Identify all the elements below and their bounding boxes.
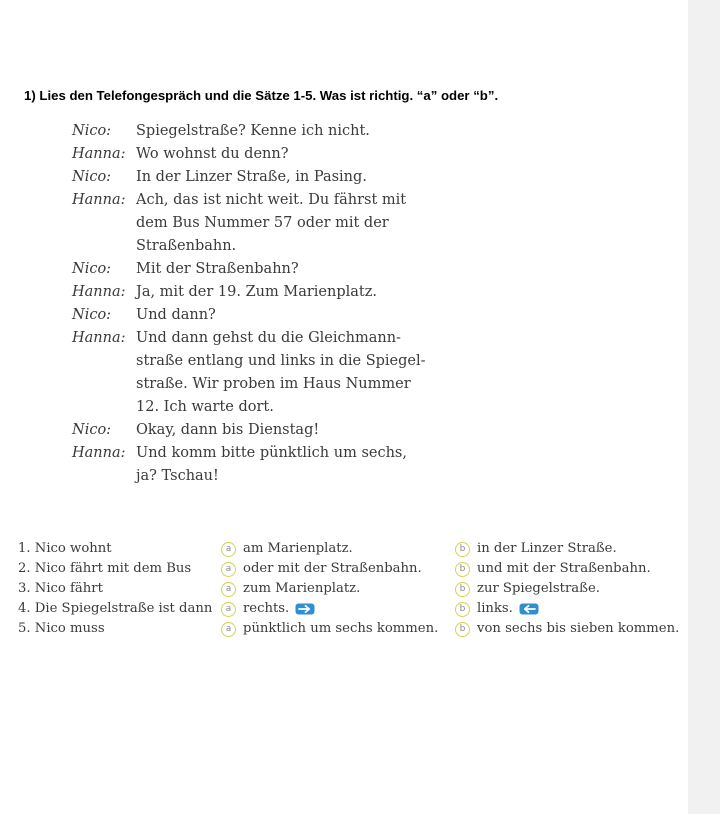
speaker-label: Hanna: <box>72 192 126 208</box>
dialogue-line <box>72 143 492 166</box>
option-a-text: zum Marienplatz. <box>243 581 361 596</box>
speech-text: Und komm bitte pünktlich um sechs, <box>136 445 407 461</box>
statement-row <box>18 619 688 639</box>
speech-text: Und dann gehst du die Gleichmann- <box>136 330 401 346</box>
speech-text: Wo wohnst du denn? <box>136 146 289 162</box>
option-b-text: und mit der Straßenbahn. <box>477 561 651 576</box>
option-b-text: von sechs bis sieben kommen. <box>477 621 680 636</box>
statement-row <box>18 599 688 619</box>
option-b-badge: b <box>455 602 470 617</box>
option-b[interactable] <box>455 579 600 599</box>
statement-row <box>18 579 688 599</box>
option-a-text: am Marienplatz. <box>243 541 353 556</box>
option-a[interactable] <box>221 599 315 619</box>
option-a-badge: a <box>221 622 236 637</box>
speaker-label: Hanna: <box>72 330 126 346</box>
speaker-label: Nico: <box>72 261 112 277</box>
option-a-badge: a <box>221 602 236 617</box>
dialogue-line <box>72 304 492 327</box>
dialogue-line <box>72 120 492 143</box>
statement-text: 2. Nico fährt mit dem Bus <box>18 561 192 576</box>
speech-text: dem Bus Nummer 57 oder mit der <box>136 215 389 231</box>
speech-text: Ja, mit der 19. Zum Marienplatz. <box>136 284 377 300</box>
option-a-badge: a <box>221 562 236 577</box>
statement-text: 1. Nico wohnt <box>18 541 112 556</box>
option-b-badge: b <box>455 622 470 637</box>
speaker-label: Hanna: <box>72 445 126 461</box>
option-a-badge: a <box>221 542 236 557</box>
speech-text: Und dann? <box>136 307 216 323</box>
arrow-right-icon <box>295 603 315 615</box>
speaker-label: Hanna: <box>72 284 126 300</box>
dialogue-line <box>72 419 492 442</box>
statement-text: 5. Nico muss <box>18 621 105 636</box>
option-b[interactable] <box>455 619 679 639</box>
dialogue-line <box>72 189 492 258</box>
dialogue-line <box>72 442 492 488</box>
speech-text: Spiegelstraße? Kenne ich nicht. <box>136 123 370 139</box>
option-a-text: pünktlich um sechs kommen. <box>243 621 439 636</box>
option-b[interactable] <box>455 559 651 579</box>
speech-text: straße. Wir proben im Haus Nummer <box>136 376 411 392</box>
statement-row <box>18 559 688 579</box>
speaker-label: Hanna: <box>72 146 126 162</box>
option-b-badge: b <box>455 562 470 577</box>
speech-text: 12. Ich warte dort. <box>136 399 274 415</box>
speech-text: In der Linzer Straße, in Pasing. <box>136 169 367 185</box>
option-b-text: in der Linzer Straße. <box>477 541 617 556</box>
option-b-text: zur Spiegelstraße. <box>477 581 600 596</box>
speaker-label: Nico: <box>72 307 112 323</box>
option-a-text: oder mit der Straßenbahn. <box>243 561 422 576</box>
dialogue-line <box>72 327 492 419</box>
speaker-label: Nico: <box>72 422 112 438</box>
option-a[interactable] <box>221 579 360 599</box>
dialogue-line <box>72 281 492 304</box>
option-a[interactable] <box>221 619 438 639</box>
speaker-label: Nico: <box>72 169 112 185</box>
option-b-badge: b <box>455 542 470 557</box>
speech-text: Ach, das ist nicht weit. Du fährst mit <box>136 192 407 208</box>
option-b-text: links. <box>477 601 513 616</box>
dialogue-line <box>72 258 492 281</box>
dialogue-line <box>72 166 492 189</box>
speech-text: straße entlang und links in die Spiegel- <box>136 353 426 369</box>
task-title: 1) Lies den Telefongespräch und die Sätze 1-5. Was ist richtig. “a” oder “b”. <box>24 88 499 103</box>
option-a[interactable] <box>221 559 422 579</box>
statement-text: 4. Die Spiegelstraße ist dann <box>18 601 213 616</box>
dialogue-text <box>72 120 492 488</box>
statement-text: 3. Nico fährt <box>18 581 103 596</box>
option-b-badge: b <box>455 582 470 597</box>
option-b[interactable] <box>455 539 617 559</box>
speech-text: Straßenbahn. <box>136 238 237 254</box>
page-gutter <box>688 0 720 814</box>
arrow-left-icon <box>519 603 539 615</box>
statements-list <box>18 539 688 639</box>
option-b[interactable] <box>455 599 539 619</box>
option-a-text: rechts. <box>243 601 290 616</box>
speech-text: Mit der Straßenbahn? <box>136 261 299 277</box>
statement-row <box>18 539 688 559</box>
option-a[interactable] <box>221 539 353 559</box>
speech-text: Okay, dann bis Dienstag! <box>136 422 320 438</box>
option-a-badge: a <box>221 582 236 597</box>
speaker-label: Nico: <box>72 123 112 139</box>
speech-text: ja? Tschau! <box>136 468 219 484</box>
